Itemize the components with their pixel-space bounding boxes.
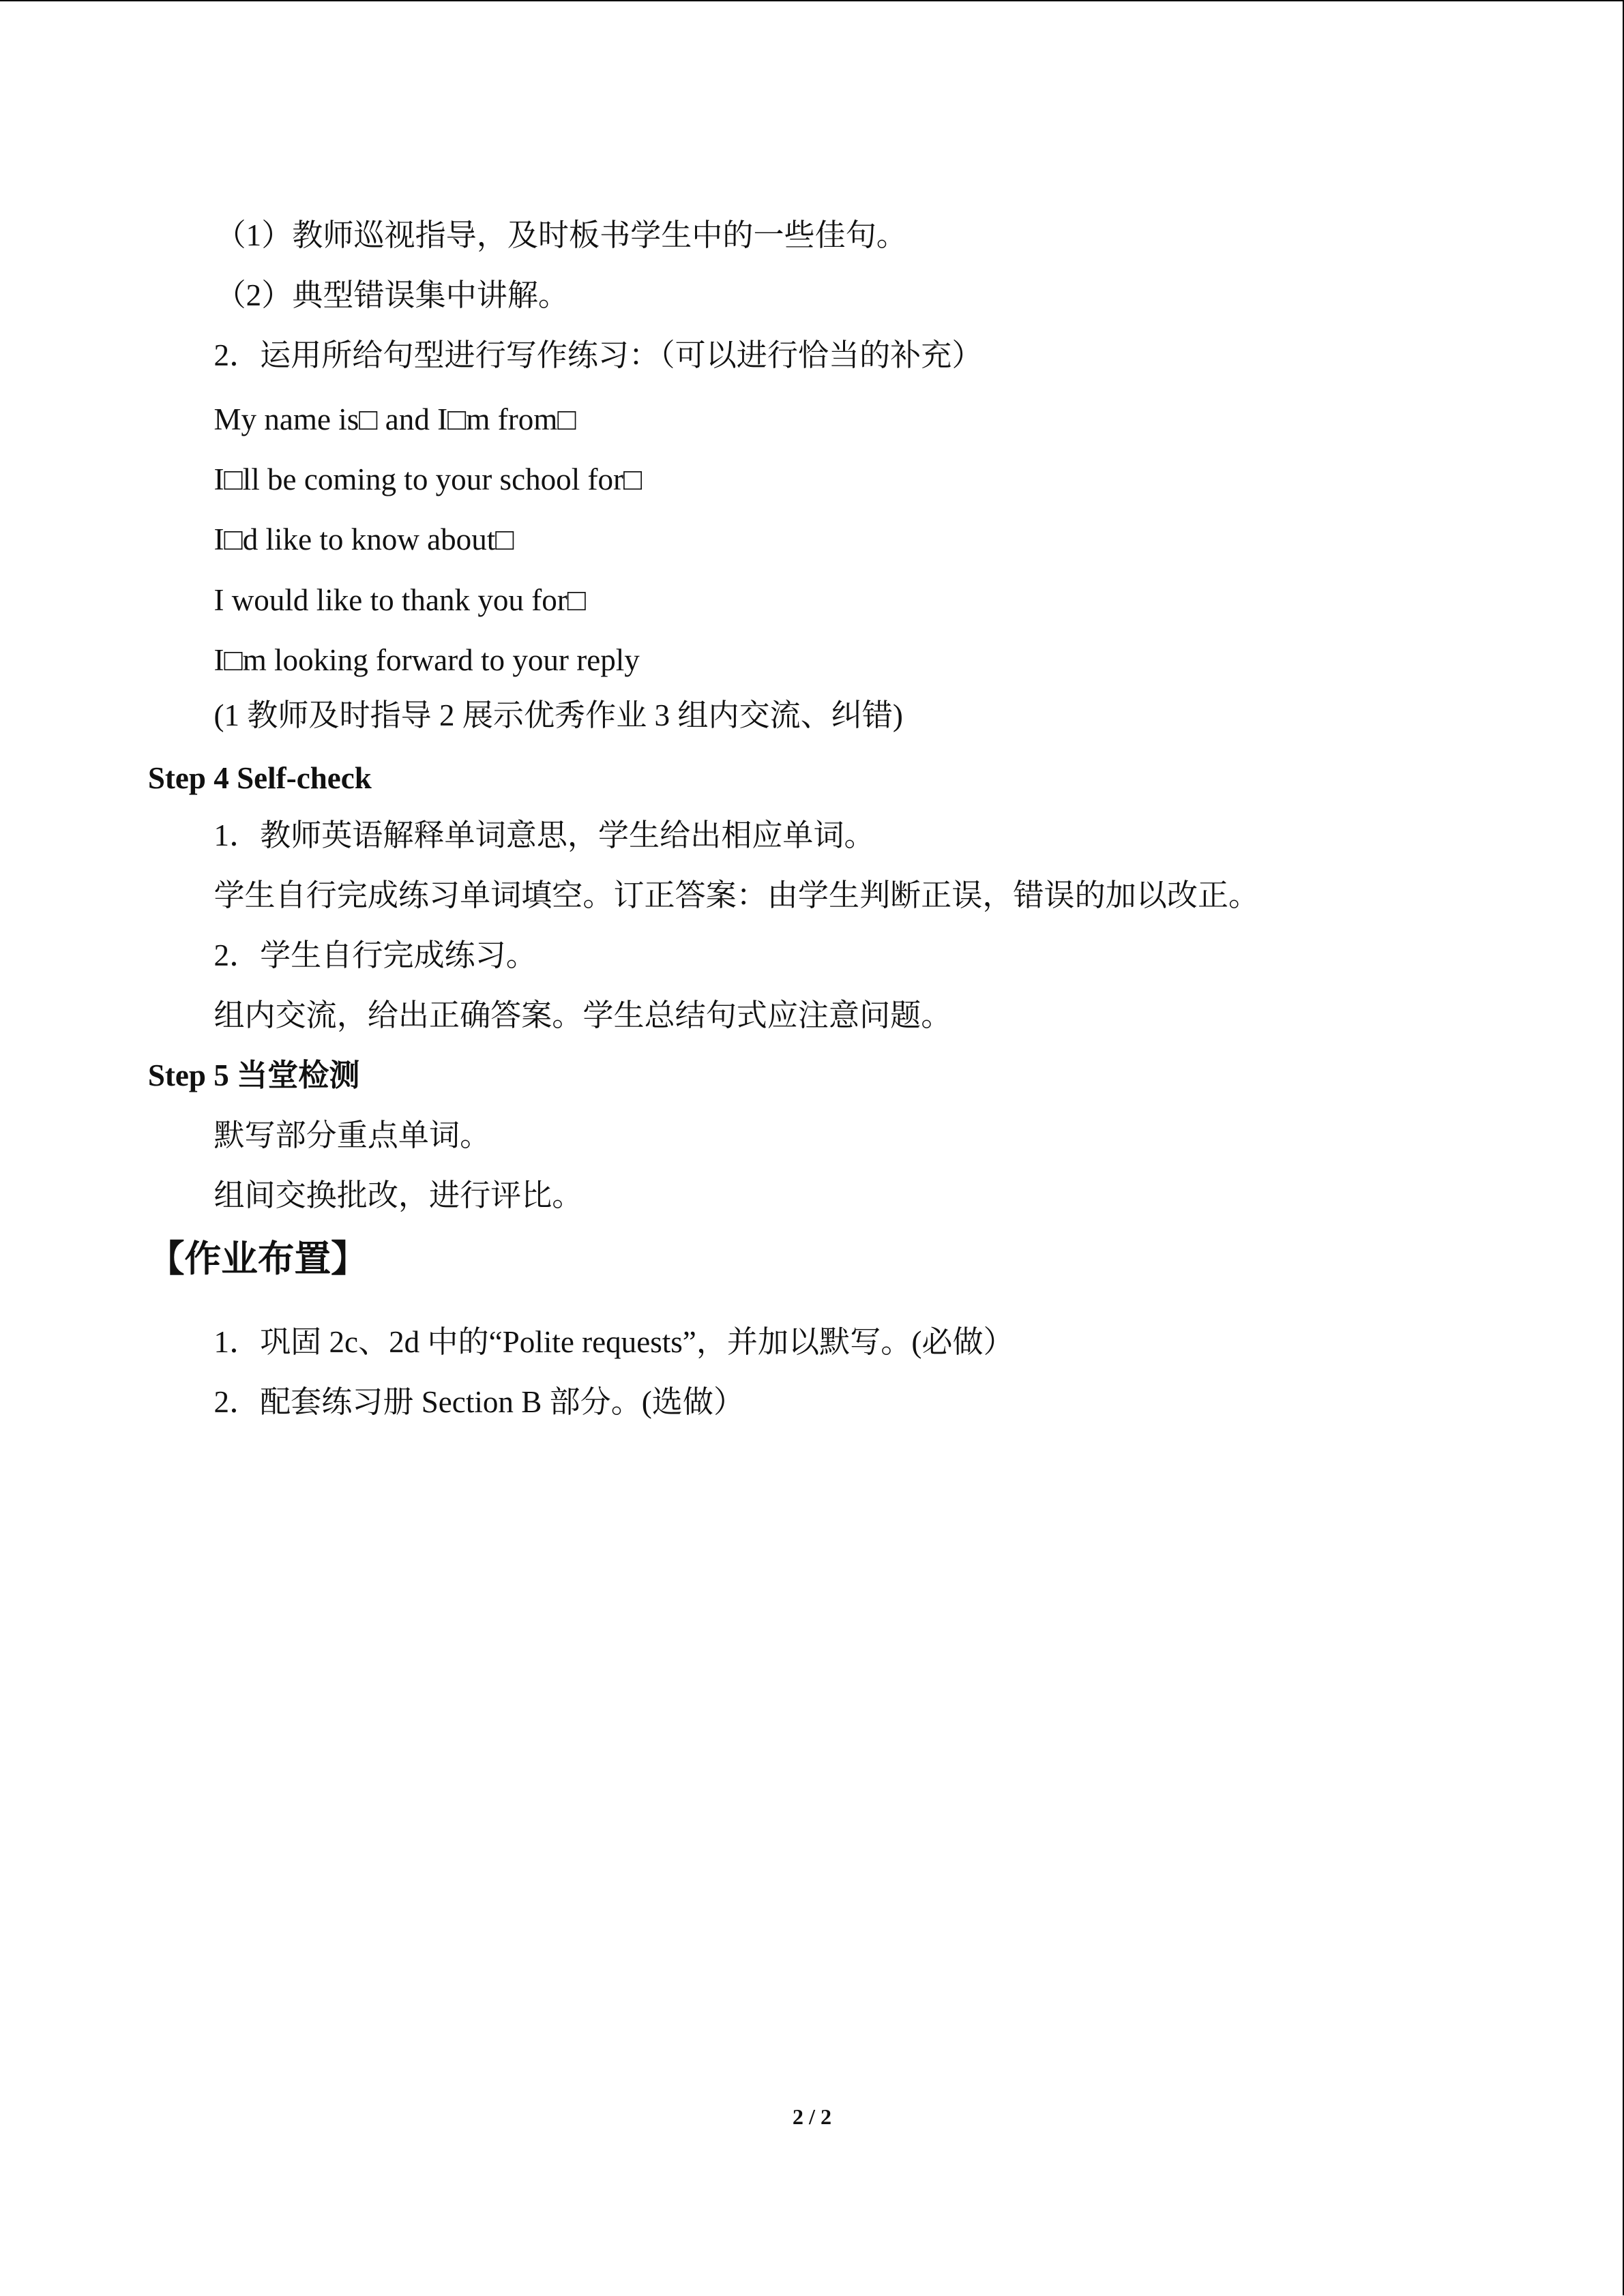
sentence-pattern-5: I□m looking forward to your reply (213, 642, 640, 677)
step4-heading: Step 4 Self-check (147, 761, 372, 796)
homework-item-2: 2．配套练习册 Section B 部分。(选做） (213, 1385, 745, 1420)
step5-heading: Step 5 当堂检测 (147, 1058, 360, 1093)
step4-para-4: 组内交流，给出正确答案。学生总结句式应注意问题。 (213, 998, 952, 1033)
sentence-pattern-4: I would like to thank you for□ (213, 582, 586, 617)
para-activity-steps: (1 教师及时指导 2 展示优秀作业 3 组内交流、纠错) (213, 698, 903, 733)
homework-section-title: 【作业布置】 (147, 1237, 368, 1281)
page-number: 2 / 2 (792, 2104, 832, 2130)
para-writing-practice: 2．运用所给句型进行写作练习：（可以进行恰当的补充） (213, 338, 983, 372)
step4-para-2: 学生自行完成练习单词填空。订正答案：由学生判断正误，错误的加以改正。 (213, 878, 1260, 913)
step4-para-1: 1．教师英语解释单词意思，学生给出相应单词。 (213, 818, 875, 853)
top-border-line (0, 0, 1624, 1)
step5-para-1: 默写部分重点单词。 (213, 1118, 491, 1153)
para-typical-errors: （2）典型错误集中讲解。 (215, 278, 569, 312)
sentence-pattern-2: I□ll be coming to your school for□ (213, 462, 643, 497)
step5-para-2: 组间交换批改，进行评比。 (213, 1178, 583, 1213)
step4-para-3: 2．学生自行完成练习。 (213, 938, 537, 973)
para-teacher-guidance: （1）教师巡视指导，及时板书学生中的一些佳句。 (215, 218, 907, 252)
sentence-pattern-1: My name is□ and I□m from□ (213, 402, 576, 437)
sentence-pattern-3: I□d like to know about□ (213, 522, 514, 557)
homework-item-1: 1．巩固 2c、2d 中的“Polite requests”，并加以默写。(必做） (213, 1325, 1014, 1360)
